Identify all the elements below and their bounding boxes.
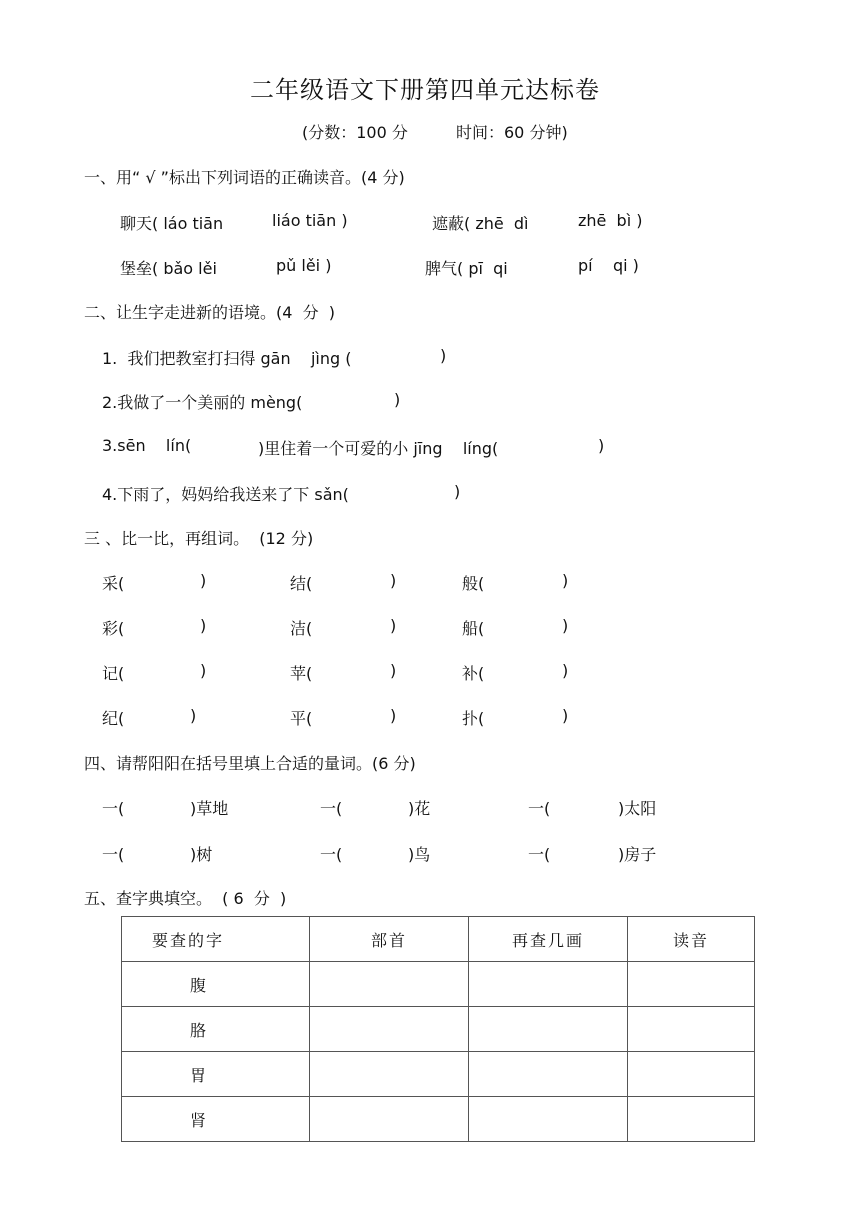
s4-item: )鸟 [408, 845, 431, 864]
s3-word: ) [562, 571, 569, 590]
blank-cell[interactable] [628, 1097, 755, 1142]
s3-word: ) [190, 706, 197, 725]
blank-cell[interactable] [628, 1052, 755, 1097]
dictionary-table [121, 916, 755, 1142]
s3-word: ) [390, 616, 397, 635]
s4-item: )花 [408, 799, 431, 818]
column-header: 再查几画 [469, 917, 628, 962]
score-info: (分数：100 分 [302, 123, 408, 142]
s3-word: 纪( [102, 709, 125, 728]
s3-word: 记( [102, 664, 125, 683]
s3-word: 彩( [102, 619, 125, 638]
blank-cell[interactable] [469, 1007, 628, 1052]
s1-option: liáo tiān ) [272, 211, 348, 230]
blank-cell[interactable] [310, 962, 469, 1007]
s2-item-1: 1. 我们把教室打扫得 gān jìng ( [102, 349, 352, 368]
table-header-row [122, 917, 755, 962]
column-header: 部首 [310, 917, 469, 962]
s1-option: pí qi ) [578, 256, 639, 275]
s3-word: ) [200, 571, 207, 590]
s4-item: 一( [102, 799, 125, 818]
s1-option: pǔ lěi ) [276, 256, 332, 275]
blank-cell[interactable] [469, 962, 628, 1007]
s4-item: 一( [320, 799, 343, 818]
s3-word: ) [390, 571, 397, 590]
s4-item: 一( [320, 845, 343, 864]
section-5-heading: 五、查字典填空。 ( 6 分 ) [84, 889, 287, 908]
blank-cell[interactable] [310, 1052, 469, 1097]
lookup-char: 腹 [122, 962, 310, 1007]
s2-item-3-mid: )里住着一个可爱的小 jīng líng( [258, 439, 499, 458]
s2-item-2-close: ) [394, 390, 401, 409]
s3-word: 结( [290, 574, 313, 593]
s1-option: zhē bì ) [578, 211, 643, 230]
s3-word: 洁( [290, 619, 313, 638]
s3-word: 补( [462, 664, 485, 683]
s4-item: )太阳 [618, 799, 657, 818]
s2-item-3: 3.sēn lín( [102, 436, 192, 455]
section-3-heading: 三 、比一比，再组词。 (12 分) [84, 529, 314, 548]
s3-word: 扑( [462, 709, 485, 728]
s2-item-4-close: ) [454, 482, 461, 501]
s2-item-1-close: ) [440, 346, 447, 365]
s3-word: 平( [290, 709, 313, 728]
blank-cell[interactable] [469, 1097, 628, 1142]
s4-item: )树 [190, 845, 213, 864]
s3-word: ) [200, 661, 207, 680]
s2-item-3-close: ) [598, 436, 605, 455]
s3-word: 采( [102, 574, 125, 593]
s1-option: 聊天( láo tiān [120, 214, 224, 233]
blank-cell[interactable] [628, 1007, 755, 1052]
s3-word: ) [562, 706, 569, 725]
s2-item-4: 4.下雨了，妈妈给我送来了下 sǎn( [102, 485, 349, 504]
s4-item: )草地 [190, 799, 229, 818]
s3-word: ) [562, 661, 569, 680]
s3-word: 船( [462, 619, 485, 638]
section-1-heading: 一、用“ √ ”标出下列词语的正确读音。(4 分) [84, 168, 405, 187]
table-row [122, 962, 755, 1007]
lookup-char: 胃 [122, 1052, 310, 1097]
blank-cell[interactable] [469, 1052, 628, 1097]
table-row [122, 1097, 755, 1142]
table-row [122, 1007, 755, 1052]
s4-item: 一( [528, 845, 551, 864]
s4-item: 一( [528, 799, 551, 818]
time-info: 时间：60 分钟) [456, 123, 568, 142]
s3-word: ) [200, 616, 207, 635]
lookup-char: 肾 [122, 1097, 310, 1142]
page-title: 二年级语文下册第四单元达标卷 [250, 76, 600, 104]
s1-option: 堡垒( bǎo lěi [120, 259, 217, 278]
s3-word: ) [562, 616, 569, 635]
blank-cell[interactable] [310, 1007, 469, 1052]
column-header: 要查的字 [122, 917, 310, 962]
s2-item-2: 2.我做了一个美丽的 mèng( [102, 393, 303, 412]
s3-word: 般( [462, 574, 485, 593]
column-header: 读音 [628, 917, 755, 962]
blank-cell[interactable] [310, 1097, 469, 1142]
section-4-heading: 四、请帮阳阳在括号里填上合适的量词。(6 分) [84, 754, 416, 773]
s1-option: 脾气( pī qi [425, 259, 508, 278]
s1-option: 遮蔽( zhē dì [432, 214, 529, 233]
blank-cell[interactable] [628, 962, 755, 1007]
s4-item: 一( [102, 845, 125, 864]
s3-word: ) [390, 706, 397, 725]
table-row [122, 1052, 755, 1097]
s4-item: )房子 [618, 845, 657, 864]
s3-word: ) [390, 661, 397, 680]
s3-word: 苹( [290, 664, 313, 683]
lookup-char: 胳 [122, 1007, 310, 1052]
section-2-heading: 二、让生字走进新的语境。(4 分 ) [84, 303, 336, 322]
